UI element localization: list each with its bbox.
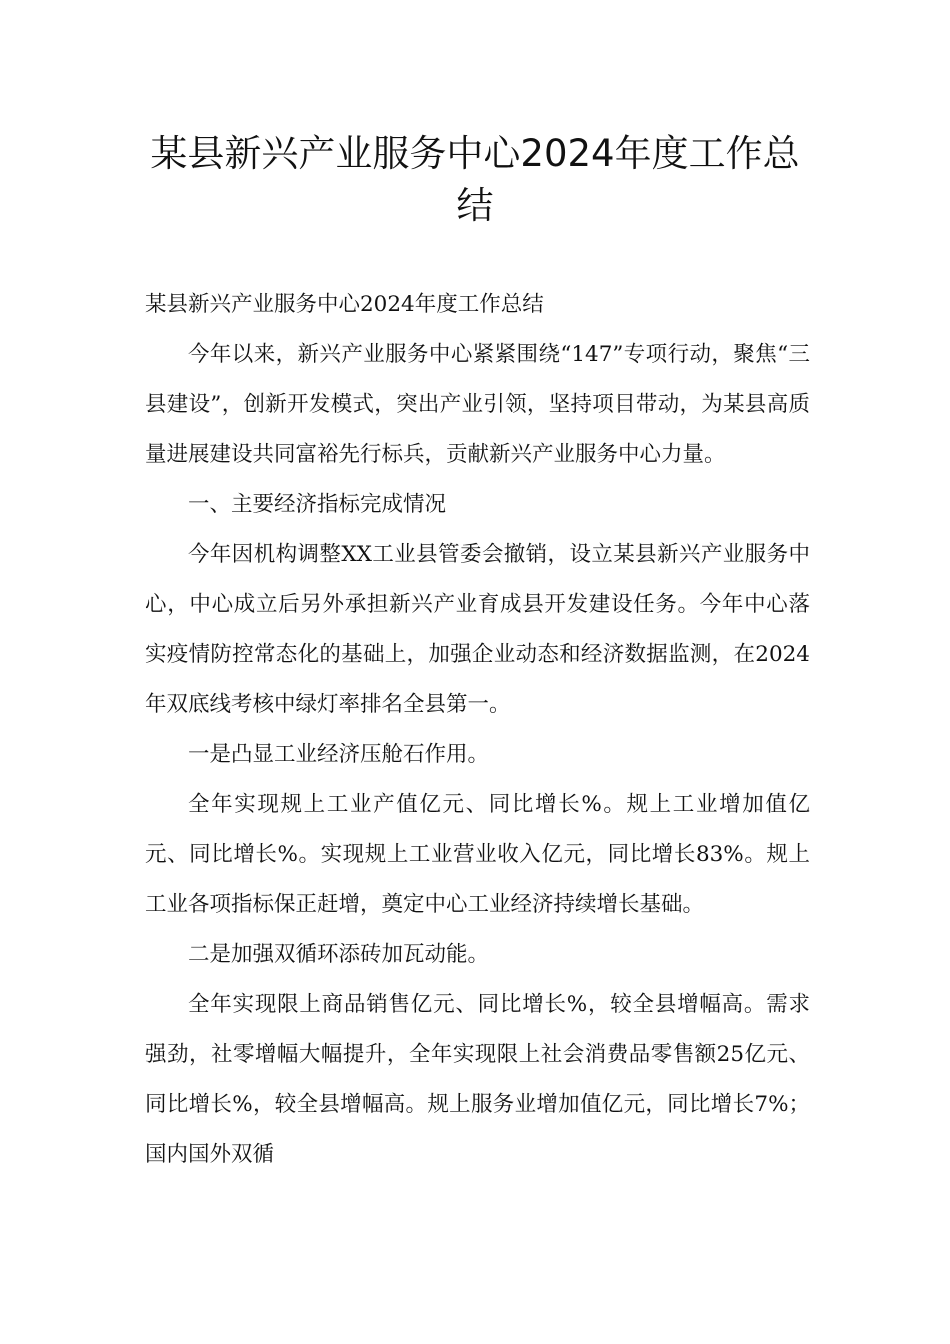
document-paragraph: 今年因机构调整XX工业县管委会撤销，设立某县新兴产业服务中心，中心成立后另外承担新兴产业育成县开发建设任务。今年中心落实疫情防控常态化的基础上，加强企业动态和经济数据监测，在2024年双底线考核中绿灯率排名全县第一。 bbox=[145, 542, 810, 717]
document-body bbox=[145, 280, 810, 1180]
document-title: 某县新兴产业服务中心2024年度工作总结 bbox=[150, 132, 800, 227]
document-paragraph: 某县新兴产业服务中心2024年度工作总结 bbox=[145, 292, 544, 317]
document-paragraph: 二是加强双循环添砖加瓦动能。 bbox=[188, 942, 490, 967]
document-paragraph: 一是凸显工业经济压舱石作用。 bbox=[188, 742, 490, 767]
document-paragraph: 全年实现限上商品销售亿元、同比增长%，较全县增幅高。需求强劲，社零增幅大幅提升，全年实现限上社会消费品零售额25亿元、同比增长%，较全县增幅高。规上服务业增加值亿元，同比增长7%；国内国外双循 bbox=[145, 992, 810, 1167]
document-paragraph: 全年实现规上工业产值亿元、同比增长%。规上工业增加值亿元、同比增长%。实现规上工业营业收入亿元，同比增长83%。规上工业各项指标保正赶增，奠定中心工业经济持续增长基础。 bbox=[145, 792, 810, 917]
document-paragraph: 今年以来，新兴产业服务中心紧紧围绕“147”专项行动，聚焦“三县建设”，创新开发模式，突出产业引领，坚持项目带动，为某县高质量进展建设共同富裕先行标兵，贡献新兴产业服务中心力量。 bbox=[145, 342, 810, 467]
document-paragraph: 一、主要经济指标完成情况 bbox=[188, 492, 447, 517]
